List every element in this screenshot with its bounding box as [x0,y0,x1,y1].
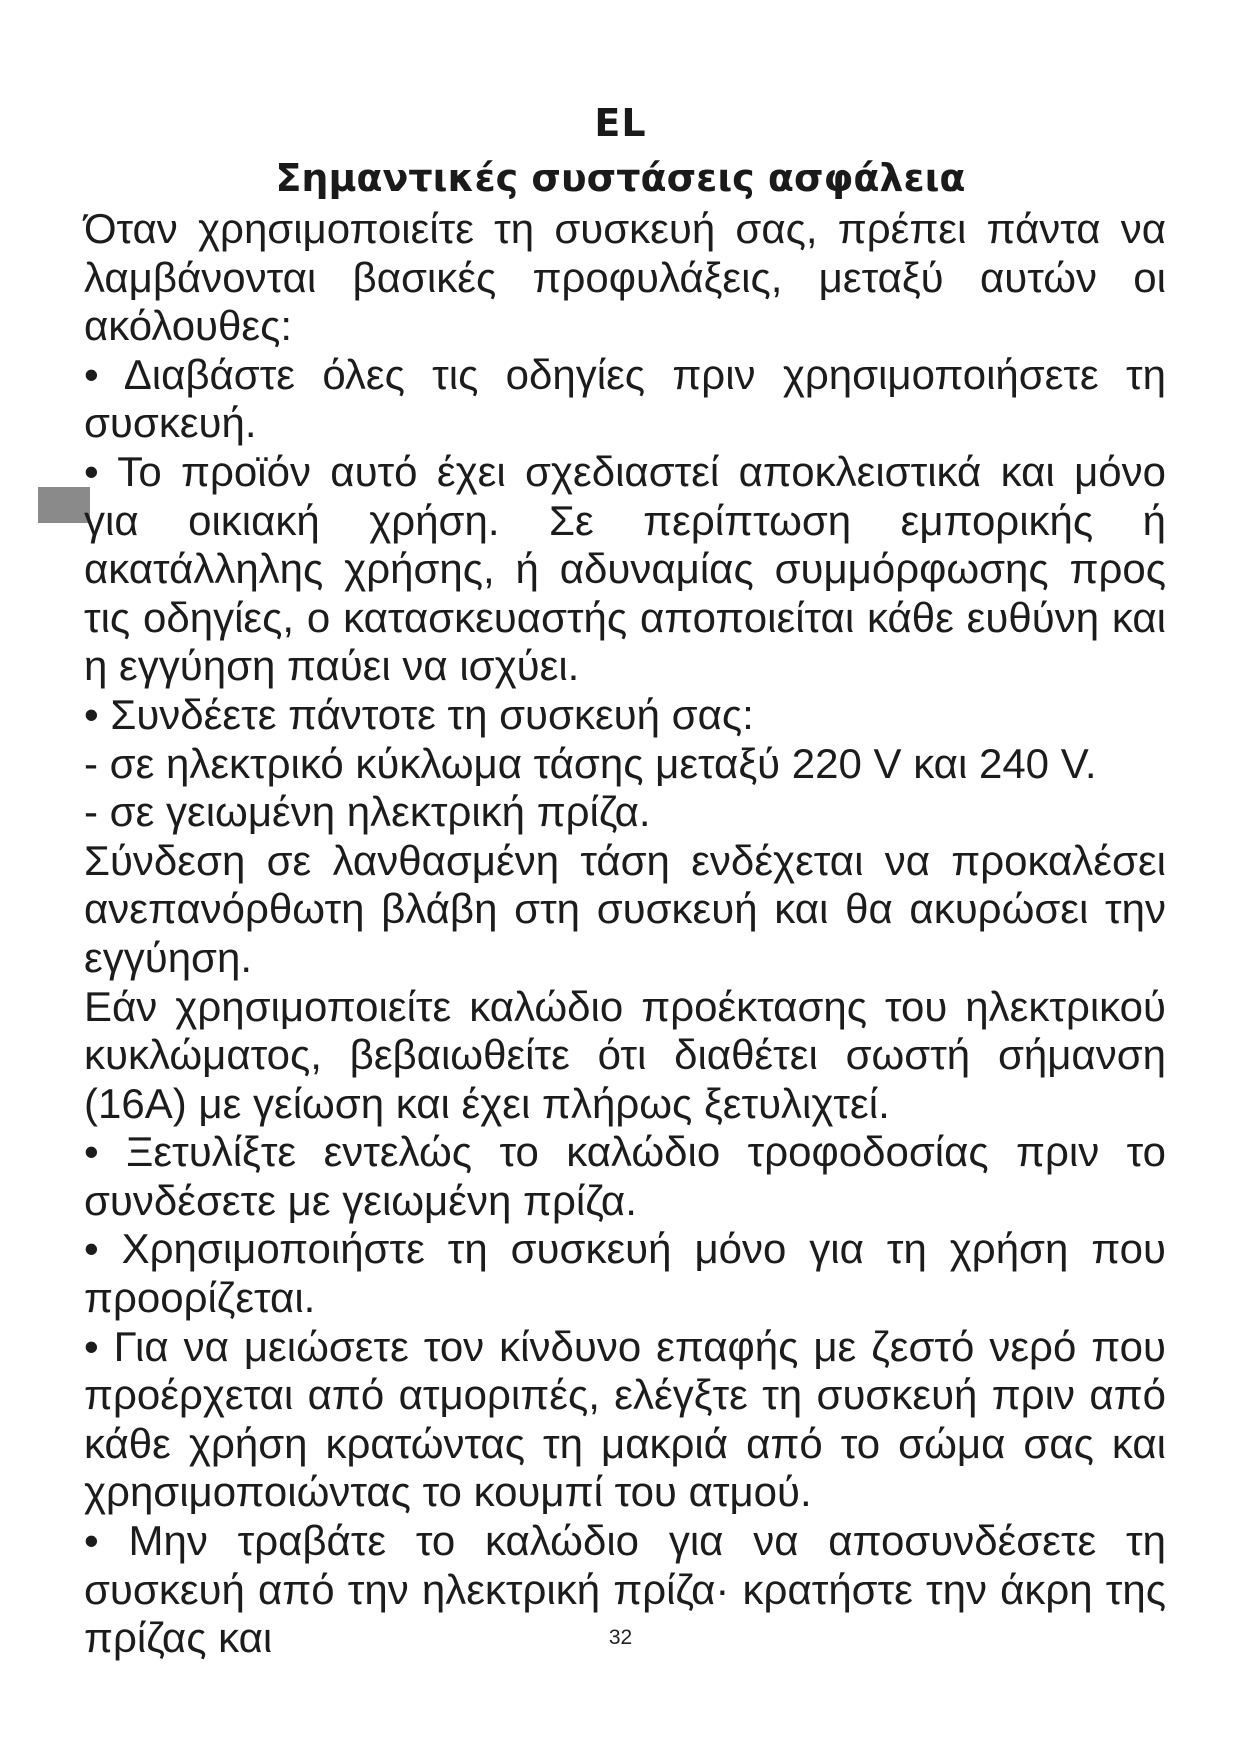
dash-earthed-socket: - σε γειωμένη ηλεκτρική πρίζα. [84,788,651,836]
safety-instructions-body [84,205,1166,1663]
section-tab-marker [38,487,90,523]
intro-paragraph: Όταν χρησιμοποιείτε τη συσκευή σας, πρέπει πάντα να λαμβάνονται βασικές προφυλάξεις, μεταξύ αυτών οι ακόλουθες: [84,205,1166,350]
bullet-intended-use: • Χρησιμοποιήστε τη συσκευή μόνο για τη χρήση που προορίζεται. [84,1225,1166,1322]
bullet-hot-water-risk: • Για να μειώσετε τον κίνδυνο επαφής με ζεστό νερό που προέρχεται από ατμοριπές, ελέγξτε τη συσκευή πριν από κάθε χρήση κρατώντας τη μακριά από το σώμα σας και χρησιμοποιώντας το κουμπί του ατμού. [84,1322,1166,1516]
bullet-read-instructions: • Διαβάστε όλες τις οδηγίες πριν χρησιμοποιήσετε τη συσκευή. [84,350,1166,447]
bullet-unwind-cord: • Ξετυλίξτε εντελώς το καλώδιο τροφοδοσίας πριν το συνδέσετε με γειωμένη πρίζα. [84,1128,1166,1224]
bullet-connect-appliance: • Συνδέετε πάντοτε τη συσκευή σας: [84,690,754,738]
section-title: Σημαντικές συστάσεις ασφάλεια [275,156,966,200]
bullet-domestic-use: • Το προϊόν αυτό έχει σχεδιαστεί αποκλειστικά και μόνο για οικιακή χρήση. Σε περίπτωση εμπορικής ή ακατάλληλης χρήσης, ή αδυναμίας συμμόρφωσης προς τις οδηγίες, ο κατασκευαστής αποποιείται κάθε ευθύνη και η εγγύηση παύει να ισχύει. [84,447,1166,690]
dash-voltage-circuit: - σε ηλεκτρικό κύκλωμα τάσης μεταξύ 220 V και 240 V. [84,739,1097,787]
wrong-voltage-warning: Σύνδεση σε λανθασμένη τάση ενδέχεται να προκαλέσει ανεπανόρθωτη βλάβη στη συσκευή και θα ακυρώσει την εγγύηση. [84,836,1166,981]
bullet-do-not-pull-cord: • Μην τραβάτε το καλώδιο για να αποσυνδέσετε τη συσκευή από την ηλεκτρική πρίζα· κρατήστε την άκρη της πρίζας και [84,1517,1166,1662]
page-number: 32 [608,1626,633,1649]
extension-cord-note: Εάν χρησιμοποιείτε καλώδιο προέκτασης του ηλεκτρικού κυκλώματος, βεβαιωθείτε ότι διαθέτει σωστή σήμανση (16A) με γείωση και έχει πλήρως ξετυλιχτεί. [84,982,1166,1127]
language-code: EL [594,101,647,145]
